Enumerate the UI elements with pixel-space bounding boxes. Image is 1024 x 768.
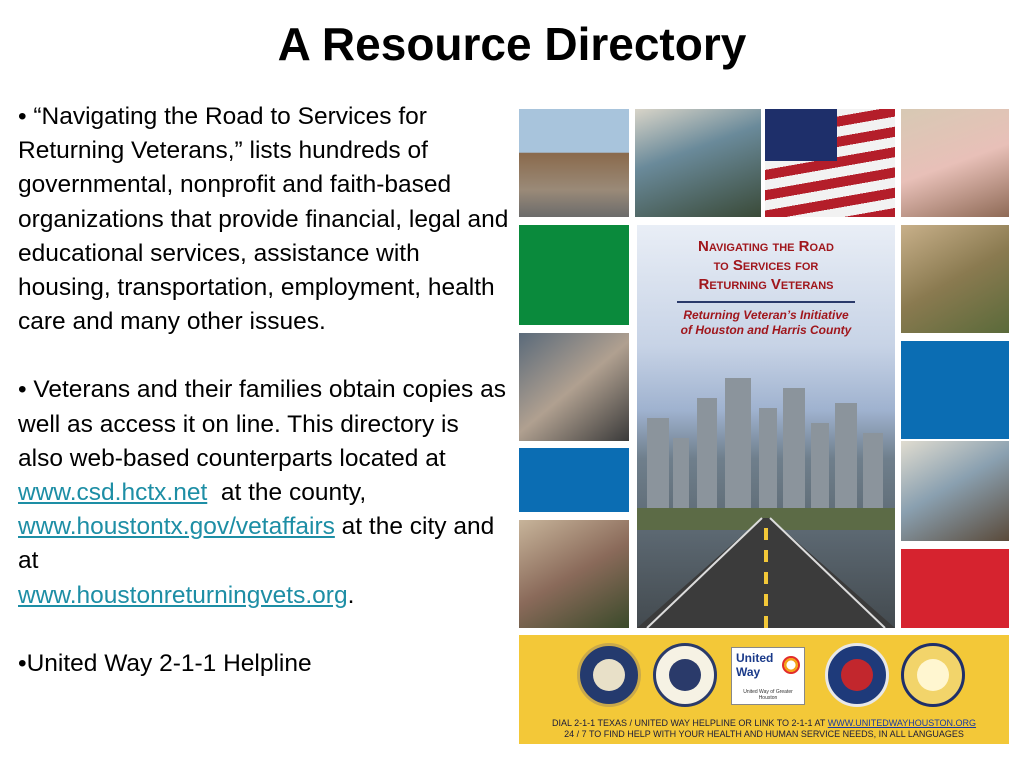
veterans-commission-seal-icon	[653, 643, 717, 707]
photo-soldier-family	[519, 520, 629, 628]
paragraph-spacer	[18, 339, 510, 373]
bullet-united-way: •United Way 2-1-1 Helpline	[18, 649, 312, 677]
link-returning-vets[interactable]: www.houstonreturningvets.org	[18, 581, 348, 609]
photo-soldier-baby	[901, 225, 1009, 333]
cover-subtitle-line: Returning Veteran’s Initiative	[683, 308, 849, 322]
photo-job-training	[519, 333, 629, 441]
photo-computer-lab	[901, 441, 1009, 541]
united-way-subtitle: United Way of Greater Houston	[743, 689, 793, 701]
directory-cover-collage	[519, 109, 1009, 744]
bullet-veterans-text: • Veterans and their families obtain copies as well as access it on line. This directory is also web-based counterparts located at	[18, 376, 506, 472]
helpline-text	[519, 718, 1009, 740]
book-cover	[637, 225, 895, 628]
body-text	[18, 100, 510, 681]
seal-center	[593, 659, 625, 691]
text-at-city: at the city and at	[18, 513, 495, 575]
bullet-veterans-families	[18, 373, 510, 612]
va-seal-icon	[577, 643, 641, 707]
cover-title-line: to Services for	[713, 257, 819, 274]
cover-title-line: Returning Veterans	[698, 276, 834, 293]
seal-center	[917, 659, 949, 691]
photo-counseling	[635, 109, 761, 217]
flag-canton	[765, 109, 837, 161]
united-way-url: WWW.UNITEDWAYHOUSTON.ORG	[827, 718, 977, 728]
helpline-line	[519, 718, 1009, 729]
tile-blue-right	[901, 341, 1009, 439]
cover-title-line: Navigating the Road	[698, 238, 834, 255]
text-period: .	[347, 581, 355, 609]
tile-green	[519, 225, 629, 325]
cover-subtitle	[637, 308, 895, 338]
photo-american-flag	[765, 109, 895, 217]
cover-divider	[677, 301, 855, 303]
skyline	[647, 378, 883, 518]
cover-subtitle-line: of Houston and Harris County	[680, 323, 852, 337]
helpline-line: 24 / 7 TO FIND HELP WITH YOUR HEALTH AND HUMAN SERVICE NEEDS, IN ALL LANGUAGES	[564, 729, 964, 739]
city-of-houston-seal-icon	[901, 643, 965, 707]
bullet-navigating-road: • “Navigating the Road to Services for Returning Veterans,” lists hundreds of governmental, nonprofit and faith-based organizations that provide financial, legal and educational services, assistance with housing, transportation, employment, health care and many other issues.	[18, 103, 509, 336]
paragraph-spacer	[18, 613, 510, 647]
photo-shuttle-van	[519, 109, 629, 217]
united-way-line: United	[736, 651, 774, 665]
cover-title	[637, 237, 895, 294]
seal-center	[669, 659, 701, 691]
united-way-logo	[731, 647, 805, 705]
united-way-rainbow-icon	[782, 656, 800, 674]
page-title: A Resource Directory	[277, 18, 747, 70]
link-county[interactable]: www.csd.hctx.net	[18, 479, 208, 507]
link-city[interactable]: www.houstontx.gov/vetaffairs	[18, 513, 335, 541]
harris-county-seal-icon	[825, 643, 889, 707]
united-way-wordmark	[736, 651, 773, 679]
seal-center	[841, 659, 873, 691]
text-at-county: at the county,	[207, 479, 367, 507]
helpline-banner	[519, 635, 1009, 744]
united-way-line: Way	[736, 665, 761, 679]
photo-doctor	[901, 109, 1009, 217]
tile-blue-left	[519, 448, 629, 512]
road-skyline-illustration	[637, 378, 895, 628]
tile-red	[901, 549, 1009, 628]
helpline-prefix: DIAL 2-1-1 TEXAS / UNITED WAY HELPLINE OR LINK TO 2-1-1 AT	[551, 718, 828, 728]
